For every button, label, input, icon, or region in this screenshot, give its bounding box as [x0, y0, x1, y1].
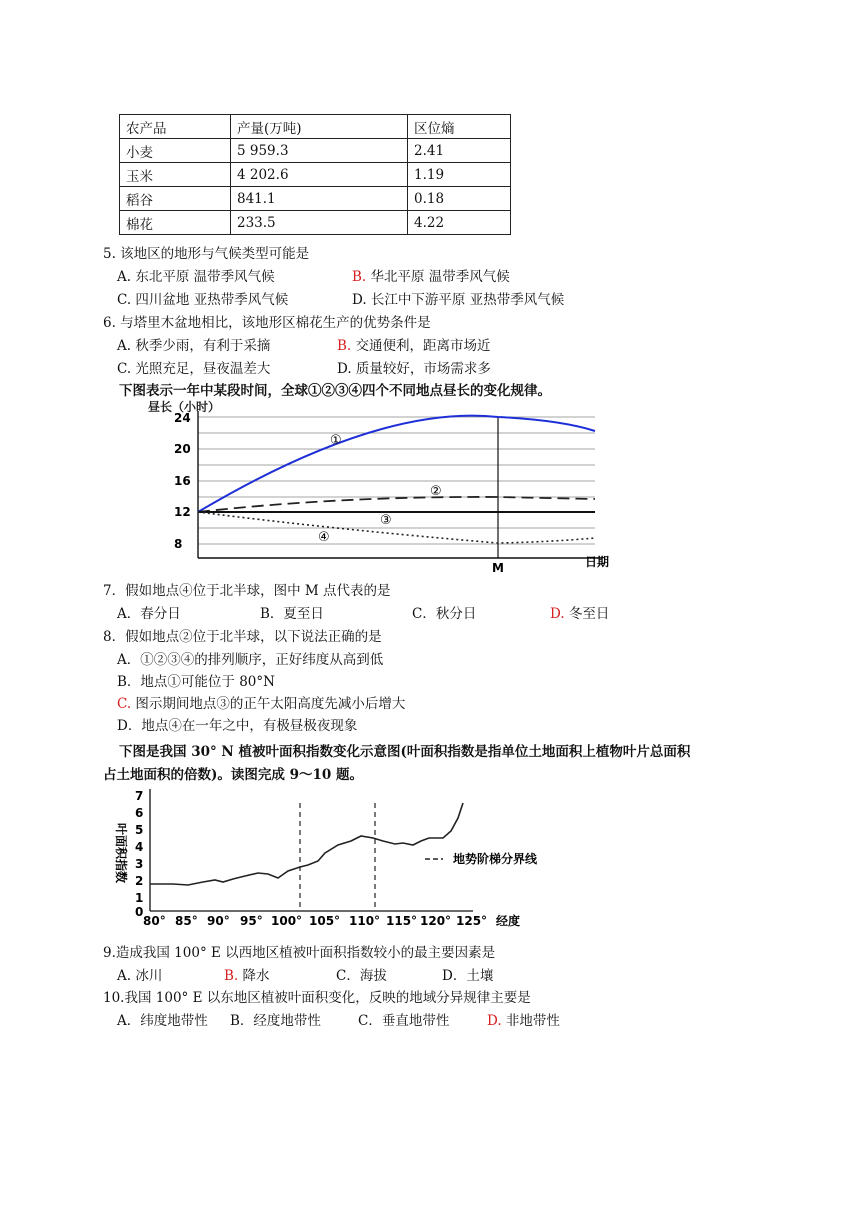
q6-option-c[interactable]: C. 光照充足，昼夜温差大	[117, 361, 271, 377]
chart2-xtick: 115°	[386, 914, 418, 928]
table-cell: 2.41	[408, 139, 511, 163]
curve-3-label: ③	[380, 513, 392, 528]
curve-1-label: ①	[330, 433, 342, 448]
q10-option-d-text: 非地带性	[501, 1013, 560, 1029]
chart2-xtick: 105°	[309, 914, 341, 928]
q8-option-b[interactable]: B．地点①可能位于 80°N	[117, 674, 275, 690]
q8-option-c-text: 图示期间地点③的正午太阳高度先减小后增大	[131, 696, 406, 712]
q6-answer-marker: B.	[337, 338, 352, 354]
q8-answer-marker: C.	[117, 696, 132, 712]
q9-option-a[interactable]: A. 冰川	[117, 968, 163, 984]
q5-option-d[interactable]: D. 长江中下游平原 亚热带季风气候	[352, 292, 565, 308]
chart1-intro: 下图表示一年中某段时间，全球①②③④四个不同地点昼长的变化规律。	[119, 383, 551, 399]
table-row	[120, 211, 511, 235]
chart2-ytick: 2	[135, 874, 144, 888]
q9-answer-marker: B.	[224, 968, 239, 984]
chart2-ytick: 4	[135, 840, 144, 854]
q6-option-a[interactable]: A. 秋季少雨，有利于采摘	[117, 338, 271, 354]
question-6-stem: 6. 与塔里木盆地相比，该地形区棉花生产的优势条件是	[103, 315, 431, 331]
table-row	[120, 187, 511, 211]
table-cell: 5 959.3	[231, 139, 408, 163]
chart1-m-label: M	[492, 561, 504, 573]
day-length-chart	[140, 398, 620, 573]
table-header-cell: 产量(万吨)	[231, 115, 408, 139]
table-row	[120, 139, 511, 163]
q7-answer-marker: D.	[550, 606, 565, 622]
chart1-ytick: 16	[174, 474, 191, 488]
q6-option-b[interactable]	[337, 334, 491, 354]
question-8-stem: 8．假如地点②位于北半球，以下说法正确的是	[103, 629, 382, 645]
table-cell: 4.22	[408, 211, 511, 235]
table-cell: 玉米	[120, 163, 231, 187]
table-row	[120, 163, 511, 187]
chart2-xtick: 90°	[207, 914, 230, 928]
question-10-stem: 10.我国 100° E 以东地区植被叶面积变化，反映的地域分异规律主要是	[103, 990, 531, 1006]
q5-option-a[interactable]: A. 东北平原 温带季风气候	[117, 269, 275, 285]
chart1-ytick: 24	[174, 411, 191, 425]
q10-option-b[interactable]: B．经度地带性	[230, 1013, 321, 1029]
q9-option-c[interactable]: C．海拔	[336, 968, 387, 984]
chart2-ytick: 3	[135, 857, 144, 871]
table-header-cell: 区位熵	[408, 115, 511, 139]
q6-option-b-text: 交通便利，距离市场近	[351, 338, 491, 354]
table-cell: 841.1	[231, 187, 408, 211]
q6-option-d[interactable]: D. 质量较好，市场需求多	[337, 361, 491, 377]
q8-option-c[interactable]	[117, 692, 405, 712]
q9-option-d[interactable]: D．土壤	[442, 968, 494, 984]
chart1-ytick: 8	[174, 537, 183, 551]
production-table	[119, 114, 511, 235]
chart2-intro-line1: 下图是我国 30° N 植被叶面积指数变化示意图(叶面积指数是指单位土地面积上植物叶片总面积	[119, 744, 691, 760]
table-header-row	[120, 115, 511, 139]
q10-answer-marker: D.	[487, 1013, 502, 1029]
q10-option-c[interactable]: C．垂直地带性	[358, 1013, 450, 1029]
q8-option-a[interactable]: A．①②③④的排列顺序，正好纬度从高到低	[117, 652, 384, 668]
q9-option-b-text: 降水	[238, 968, 270, 984]
question-5-stem: 5. 该地区的地形与气候类型可能是	[103, 246, 310, 262]
chart2-xtick: 100°	[271, 914, 303, 928]
chart1-ytick: 12	[174, 505, 191, 519]
q5-option-c[interactable]: C. 四川盆地 亚热带季风气候	[117, 292, 289, 308]
question-7-stem: 7．假如地点④位于北半球，图中 M 点代表的是	[103, 583, 391, 599]
table-cell: 稻谷	[120, 187, 231, 211]
q5-option-b-text: 华北平原 温带季风气候	[366, 269, 510, 285]
chart2-xtick: 95°	[240, 914, 263, 928]
chart2-intro-line2: 占土地面积的倍数)。读图完成 9～10 题。	[103, 767, 363, 783]
chart2-ytick: 5	[135, 823, 144, 837]
chart2-xtick: 125°	[456, 914, 488, 928]
chart2-ytick: 6	[135, 806, 144, 820]
chart1-xlabel: 日期	[585, 555, 610, 569]
leaf-area-index-chart	[103, 783, 563, 928]
chart1-ylabel: 昼长（小时）	[148, 400, 221, 414]
chart2-ytick: 0	[135, 905, 144, 919]
table-cell: 233.5	[231, 211, 408, 235]
chart2-xtick: 85°	[175, 914, 198, 928]
q7-option-a[interactable]: A．春分日	[117, 606, 181, 622]
table-cell: 4 202.6	[231, 163, 408, 187]
chart2-ytick: 7	[135, 789, 144, 803]
question-9-stem: 9.造成我国 100° E 以西地区植被叶面积指数较小的最主要因素是	[103, 945, 496, 961]
q5-answer-marker: B.	[352, 269, 367, 285]
chart2-ytick: 1	[135, 891, 144, 905]
chart2-xlabel: 经度	[496, 914, 521, 928]
table-cell: 小麦	[120, 139, 231, 163]
chart2-ylabel: 叶面积指数	[114, 823, 128, 884]
table-cell: 1.19	[408, 163, 511, 187]
table-cell: 0.18	[408, 187, 511, 211]
table-cell: 棉花	[120, 211, 231, 235]
curve-4	[198, 512, 595, 543]
chart2-xtick: 120°	[420, 914, 452, 928]
q10-option-d[interactable]	[487, 1009, 560, 1029]
chart2-xtick: 110°	[349, 914, 381, 928]
q7-option-c[interactable]: C．秋分日	[412, 606, 477, 622]
q5-option-b[interactable]	[352, 265, 510, 285]
q7-option-b[interactable]: B．夏至日	[260, 606, 324, 622]
table-header-cell: 农产品	[120, 115, 231, 139]
chart2-xtick: 80°	[143, 914, 166, 928]
curve-4-label: ④	[318, 530, 330, 545]
leaf-area-index-curve	[150, 803, 463, 885]
curve-2	[198, 497, 595, 512]
q7-option-d[interactable]	[550, 602, 609, 622]
chart1-ytick: 20	[174, 442, 191, 456]
chart2-legend: 地势阶梯分界线	[453, 852, 538, 866]
q7-option-d-text: 冬至日	[564, 606, 610, 622]
q8-option-d[interactable]: D．地点④在一年之中，有极昼极夜现象	[117, 718, 358, 734]
curve-2-label: ②	[430, 484, 442, 499]
q9-option-b[interactable]	[224, 964, 270, 984]
q10-option-a[interactable]: A．纬度地带性	[117, 1013, 208, 1029]
